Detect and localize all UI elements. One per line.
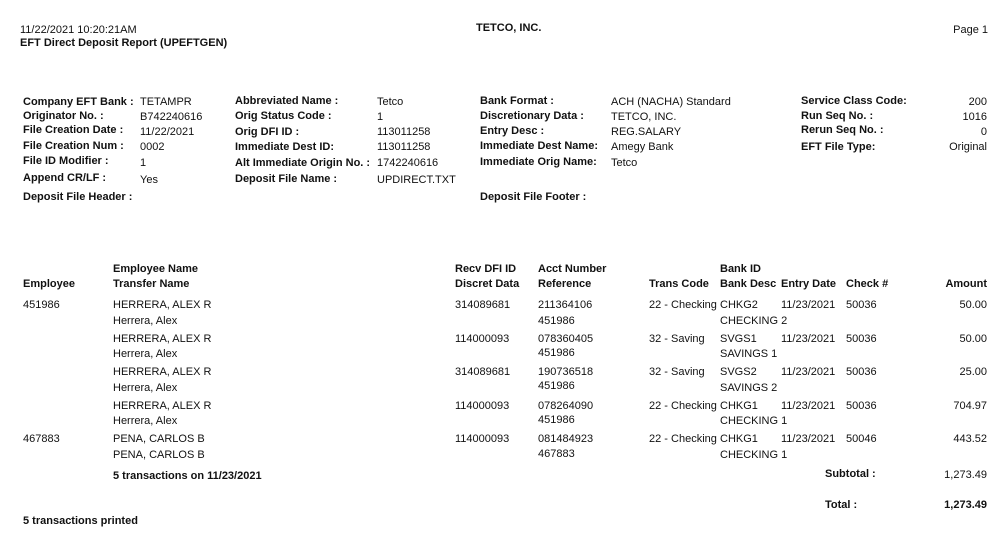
cell-amount: 50.00 bbox=[959, 333, 987, 345]
company-name: TETCO, INC. bbox=[476, 22, 542, 34]
info-value: 1016 bbox=[962, 111, 987, 123]
cell-check-no: 50046 bbox=[846, 433, 877, 445]
cell-trans-code: 32 - Saving bbox=[649, 333, 705, 345]
subtotal-label: Subtotal : bbox=[825, 468, 876, 480]
cell-reference: 451986 bbox=[538, 414, 575, 426]
info-value: ACH (NACHA) Standard bbox=[611, 96, 731, 108]
total-label: Total : bbox=[825, 499, 858, 511]
header-bank-desc: Bank Desc bbox=[720, 278, 777, 290]
header-recv-dfi-id: Recv DFI ID bbox=[455, 263, 517, 275]
cell-amount: 443.52 bbox=[953, 433, 987, 445]
header-employee: Employee bbox=[23, 278, 75, 290]
info-value: 0002 bbox=[140, 141, 165, 153]
info-value: Tetco bbox=[377, 96, 404, 108]
info-value: 1 bbox=[140, 157, 147, 169]
header-transfer-name: Transfer Name bbox=[113, 278, 190, 290]
cell-trans-code: 22 - Checking bbox=[649, 400, 717, 412]
header-check-no: Check # bbox=[846, 278, 889, 290]
info-value: Yes bbox=[140, 174, 158, 186]
cell-employee-name: HERRERA, ALEX R bbox=[113, 299, 212, 311]
cell-bank-id: SVGS1 bbox=[720, 333, 757, 345]
cell-entry-date: 11/23/2021 bbox=[781, 299, 836, 311]
cell-trans-code: 22 - Checking bbox=[649, 433, 717, 445]
info-label: Bank Format : bbox=[480, 95, 554, 107]
info-label: Discretionary Data : bbox=[480, 110, 584, 122]
info-label: Immediate Orig Name: bbox=[480, 156, 597, 168]
cell-entry-date: 11/23/2021 bbox=[781, 333, 836, 345]
cell-employee: 467883 bbox=[23, 433, 60, 445]
info-value: TETAMPR bbox=[140, 96, 192, 108]
info-value: REG.SALARY bbox=[611, 126, 682, 138]
info-label: Immediate Dest ID: bbox=[235, 141, 335, 153]
cell-check-no: 50036 bbox=[846, 333, 877, 345]
cell-amount: 50.00 bbox=[959, 299, 987, 311]
cell-employee: 451986 bbox=[23, 299, 60, 311]
transactions-summary: 5 transactions on 11/23/2021 bbox=[113, 470, 262, 482]
info-label: File Creation Date : bbox=[23, 124, 124, 136]
cell-recv-dfi-id: 114000093 bbox=[455, 400, 510, 412]
info-label: Service Class Code: bbox=[801, 95, 907, 107]
cell-employee-name: HERRERA, ALEX R bbox=[113, 400, 212, 412]
info-value: 113011258 bbox=[377, 141, 431, 153]
cell-recv-dfi-id: 314089681 bbox=[455, 366, 511, 378]
info-label: Alt Immediate Origin No. : bbox=[235, 157, 371, 169]
header-acct-number: Acct Number bbox=[538, 263, 607, 275]
cell-trans-code: 22 - Checking bbox=[649, 299, 717, 311]
page-number: Page 1 bbox=[953, 24, 988, 36]
cell-transfer-name: PENA, CARLOS B bbox=[113, 449, 205, 461]
cell-check-no: 50036 bbox=[846, 366, 877, 378]
info-label: Append CR/LF : bbox=[23, 172, 107, 184]
header-entry-date: Entry Date bbox=[781, 278, 837, 290]
cell-reference: 451986 bbox=[538, 315, 575, 327]
info-value: 200 bbox=[968, 96, 987, 108]
info-value: Amegy Bank bbox=[611, 141, 674, 153]
cell-bank-desc: CHECKING 1 bbox=[720, 449, 788, 461]
cell-employee-name: HERRERA, ALEX R bbox=[113, 366, 212, 378]
cell-bank-desc: SAVINGS 2 bbox=[720, 382, 778, 394]
info-label: Deposit File Footer : bbox=[480, 191, 587, 203]
cell-transfer-name: Herrera, Alex bbox=[113, 415, 178, 427]
info-label: Rerun Seq No. : bbox=[801, 124, 884, 136]
cell-amount: 704.97 bbox=[953, 400, 987, 412]
cell-bank-desc: CHECKING 2 bbox=[720, 315, 788, 327]
cell-bank-desc: CHECKING 1 bbox=[720, 415, 788, 427]
cell-bank-id: SVGS2 bbox=[720, 366, 757, 378]
info-label: File ID Modifier : bbox=[23, 155, 109, 167]
cell-entry-date: 11/23/2021 bbox=[781, 400, 836, 412]
cell-bank-id: CHKG1 bbox=[720, 433, 758, 445]
info-value: Original bbox=[949, 141, 987, 153]
total-value: 1,273.49 bbox=[944, 499, 987, 511]
report-datetime: 11/22/2021 10:20:21AM bbox=[20, 24, 137, 36]
info-value: 1 bbox=[377, 111, 384, 123]
info-label: Company EFT Bank : bbox=[23, 96, 134, 108]
cell-employee-name: PENA, CARLOS B bbox=[113, 433, 205, 445]
cell-acct-number: 078360405 bbox=[538, 333, 594, 345]
cell-bank-desc: SAVINGS 1 bbox=[720, 348, 778, 360]
cell-check-no: 50036 bbox=[846, 400, 877, 412]
cell-bank-id: CHKG2 bbox=[720, 299, 758, 311]
info-value: 0 bbox=[980, 126, 987, 138]
cell-reference: 467883 bbox=[538, 448, 575, 460]
info-value: B742240616 bbox=[140, 111, 203, 123]
header-reference: Reference bbox=[538, 278, 592, 290]
info-label: Immediate Dest Name: bbox=[480, 140, 598, 152]
subtotal-value: 1,273.49 bbox=[944, 469, 987, 481]
cell-acct-number: 211364106 bbox=[538, 299, 593, 311]
info-label: Orig Status Code : bbox=[235, 110, 332, 122]
header-bank-id: Bank ID bbox=[720, 263, 761, 275]
info-label: Originator No. : bbox=[23, 110, 104, 122]
info-label: EFT File Type: bbox=[801, 141, 876, 153]
cell-transfer-name: Herrera, Alex bbox=[113, 348, 178, 360]
cell-acct-number: 190736518 bbox=[538, 366, 594, 378]
cell-entry-date: 11/23/2021 bbox=[781, 433, 836, 445]
cell-employee-name: HERRERA, ALEX R bbox=[113, 333, 212, 345]
cell-recv-dfi-id: 114000093 bbox=[455, 333, 510, 345]
info-value: UPDIRECT.TXT bbox=[377, 174, 456, 186]
cell-acct-number: 078264090 bbox=[538, 400, 594, 412]
cell-amount: 25.00 bbox=[959, 366, 987, 378]
cell-reference: 451986 bbox=[538, 380, 575, 392]
info-label: Run Seq No. : bbox=[801, 110, 874, 122]
cell-transfer-name: Herrera, Alex bbox=[113, 315, 178, 327]
cell-reference: 451986 bbox=[538, 347, 575, 359]
info-value: TETCO, INC. bbox=[611, 111, 677, 123]
header-employee-name: Employee Name bbox=[113, 263, 198, 275]
info-label: Deposit File Name : bbox=[235, 173, 338, 185]
header-discret-data: Discret Data bbox=[455, 278, 520, 290]
report-title: EFT Direct Deposit Report (UPEFTGEN) bbox=[20, 37, 228, 49]
info-label: File Creation Num : bbox=[23, 140, 124, 152]
cell-recv-dfi-id: 114000093 bbox=[455, 433, 510, 445]
cell-check-no: 50036 bbox=[846, 299, 877, 311]
info-value: 1742240616 bbox=[377, 157, 439, 169]
cell-entry-date: 11/23/2021 bbox=[781, 366, 836, 378]
cell-acct-number: 081484923 bbox=[538, 433, 594, 445]
info-value: 11/22/2021 bbox=[140, 126, 195, 138]
info-label: Abbreviated Name : bbox=[235, 95, 339, 107]
info-value: 113011258 bbox=[377, 126, 431, 138]
info-label: Entry Desc : bbox=[480, 125, 545, 137]
info-value: Tetco bbox=[611, 157, 638, 169]
transactions-printed: 5 transactions printed bbox=[23, 515, 138, 527]
info-label: Orig DFI ID : bbox=[235, 126, 300, 138]
cell-recv-dfi-id: 314089681 bbox=[455, 299, 511, 311]
header-amount: Amount bbox=[945, 278, 987, 290]
cell-transfer-name: Herrera, Alex bbox=[113, 382, 178, 394]
header-trans-code: Trans Code bbox=[649, 278, 709, 290]
cell-trans-code: 32 - Saving bbox=[649, 366, 705, 378]
cell-bank-id: CHKG1 bbox=[720, 400, 758, 412]
info-label: Deposit File Header : bbox=[23, 191, 133, 203]
